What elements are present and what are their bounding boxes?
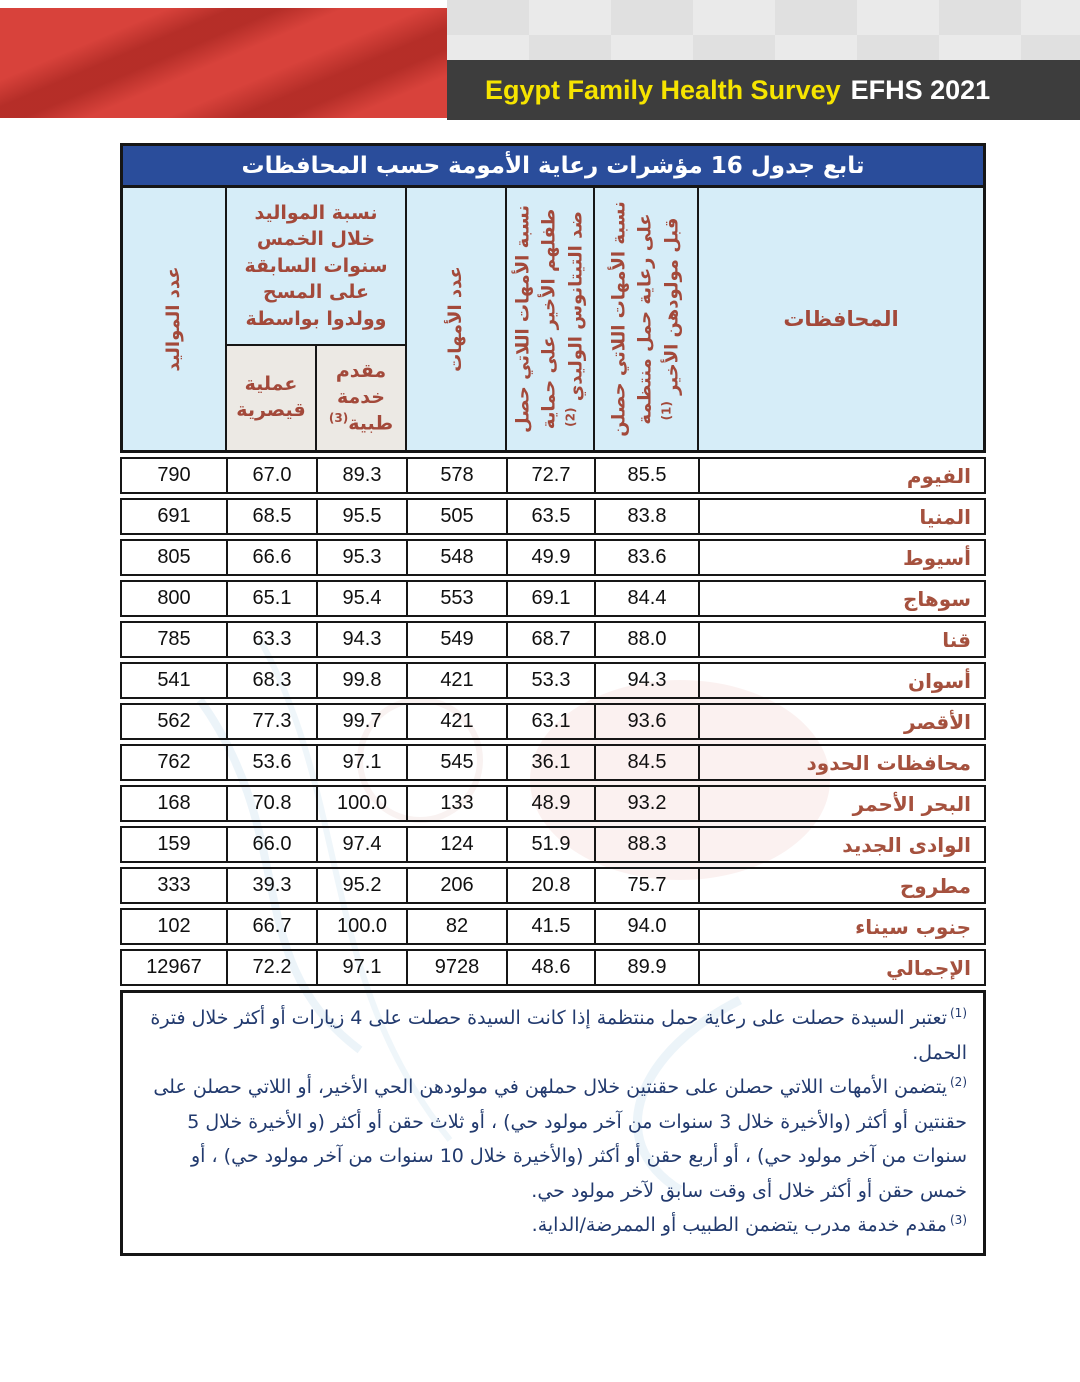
births-count: 785 [122,623,228,656]
footnote-1: $^{(1)}$تعتبر السيدة حصلت على رعاية حمل منتظمة إذا كانت السيدة حصلت على 4 زيارات أو أكثر خلال فترة الحمل. [150,1005,967,1064]
red-ribbon-decoration [0,8,447,118]
mothers-count: 548 [408,541,508,574]
table-row [120,785,986,822]
regular-care-value: 75.7 [596,869,700,902]
tetanus-value: 41.5 [508,910,596,943]
column-subheaders [227,344,405,450]
footnotes-box [120,990,986,1256]
tetanus-value: 51.9 [508,828,596,861]
regular-care-value: 84.5 [596,746,700,779]
cesarean-value: 70.8 [228,787,318,820]
tetanus-value: 36.1 [508,746,596,779]
births-count: 159 [122,828,228,861]
cesarean-value: 66.6 [228,541,318,574]
checkered-strip [447,0,1080,62]
tetanus-value: 49.9 [508,541,596,574]
provider-value: 94.3 [318,623,408,656]
governorate-name: أسيوط [903,545,971,570]
provider-value: 100.0 [318,787,408,820]
mothers-count: 82 [408,910,508,943]
tetanus-value: 48.6 [508,951,596,984]
table-row [120,662,986,699]
table-row [120,498,986,535]
cesarean-value: 67.0 [228,459,318,492]
cesarean-value: 66.7 [228,910,318,943]
provider-value: 95.5 [318,500,408,533]
table-row [120,826,986,863]
births-count: 562 [122,705,228,738]
survey-code: EFHS 2021 [850,74,991,105]
table-row [120,744,986,781]
governorate-name: جنوب سيناء [855,914,971,939]
mothers-count: 9728 [408,951,508,984]
column-header-cesarean: عملية قيصرية [227,346,317,450]
mothers-count: 421 [408,664,508,697]
footnote-3: $^{(3)}$مقدم خدمة مدرب يتضمن الطبيب أو الممرضة/الداية. [531,1213,967,1237]
table-row [120,457,986,494]
mothers-count: 505 [408,500,508,533]
regular-care-value: 94.0 [596,910,700,943]
table-title: تابع جدول 16 مؤشرات رعاية الأمومة حسب المحافظات [120,143,986,188]
footnote-ref-3: (3) [328,411,349,426]
tetanus-value: 69.1 [508,582,596,615]
table-row [120,908,986,945]
cesarean-value: 68.3 [228,664,318,697]
regular-care-value: 83.8 [596,500,700,533]
tetanus-value: 68.7 [508,623,596,656]
column-header-tetanus: نسبة الأمهات اللاتي حصل طفلهم الأخير على حماية ضد التيتانوس الوليدي $^{(2)}$ [507,188,595,450]
provider-value: 95.4 [318,582,408,615]
provider-value: 97.4 [318,828,408,861]
provider-value: 95.2 [318,869,408,902]
regular-care-value: 88.0 [596,623,700,656]
regular-care-value: 94.3 [596,664,700,697]
births-count: 12967 [122,951,228,984]
cesarean-value: 72.2 [228,951,318,984]
governorate-name: الإجمالي [886,955,971,980]
column-header-mothers-count: عدد الأمهات [407,188,507,450]
column-header-medical-provider: مقدم خدمة طبية$^{(3)}$ [317,346,405,450]
regular-care-value: 89.9 [596,951,700,984]
governorate-name: الأقصر [904,709,971,734]
mothers-count: 133 [408,787,508,820]
mothers-count: 545 [408,746,508,779]
mothers-count: 578 [408,459,508,492]
column-header-governorates: المحافظات [699,188,983,450]
tetanus-value: 20.8 [508,869,596,902]
births-count: 691 [122,500,228,533]
governorate-name: الفيوم [906,463,971,488]
cesarean-value: 77.3 [228,705,318,738]
provider-value: 97.1 [318,746,408,779]
cesarean-value: 63.3 [228,623,318,656]
table-row [120,867,986,904]
regular-care-value: 93.6 [596,705,700,738]
mothers-count: 549 [408,623,508,656]
table-row-total [120,949,986,986]
table-row [120,580,986,617]
governorate-name: الوادى الجديد [842,832,971,857]
column-header-regular-care: نسبة الأمهات اللاتي حصلن على رعاية حمل منتظمة قبل مولودهن الأخير $^{(1)}$ [595,188,699,450]
cesarean-value: 65.1 [228,582,318,615]
table-row [120,703,986,740]
tetanus-value: 63.1 [508,705,596,738]
governorate-name: أسوان [908,668,971,693]
mothers-count: 206 [408,869,508,902]
maternity-care-table [120,143,986,1256]
column-group-label: نسبة المواليد خلال الخمس سنوات السابقة على المسح وولدوا بواسطة [244,201,388,330]
cesarean-value: 39.3 [228,869,318,902]
provider-value: 95.3 [318,541,408,574]
births-count: 762 [122,746,228,779]
cesarean-value: 53.6 [228,746,318,779]
tetanus-value: 63.5 [508,500,596,533]
tetanus-value: 72.7 [508,459,596,492]
mothers-count: 553 [408,582,508,615]
regular-care-value: 93.2 [596,787,700,820]
governorate-name: سوهاج [903,586,971,611]
survey-title-bar [447,60,1080,120]
tetanus-value: 48.9 [508,787,596,820]
table-row [120,539,986,576]
births-count: 102 [122,910,228,943]
table-row [120,621,986,658]
governorate-name: البحر الأحمر [852,791,971,816]
tetanus-value: 53.3 [508,664,596,697]
births-count: 333 [122,869,228,902]
column-header-births-count: عدد المواليد [123,188,227,450]
provider-value: 99.7 [318,705,408,738]
governorate-name: مطروح [899,873,971,898]
mothers-count: 124 [408,828,508,861]
survey-title: Egypt Family Health Survey [485,74,841,105]
births-count: 800 [122,582,228,615]
table-header [120,188,986,453]
governorate-name: قنا [942,627,971,652]
births-count: 168 [122,787,228,820]
regular-care-value: 84.4 [596,582,700,615]
births-count: 541 [122,664,228,697]
births-count: 805 [122,541,228,574]
cesarean-value: 68.5 [228,500,318,533]
footnote-2: $^{(2)}$يتضمن الأمهات اللاتي حصلن على حقنتين خلال حملهن في مولودهن الحي الأخير، أو اللاتي حصلن على حقنتين أو أكثر (والأخيرة خلال 3 سنوات من آخر مولود حي) ، أو ثلاث حقن أو أكثر (و الأخيرة خلال 5 سنوات من آخر مولود حي) ، أو أربع حقن أو أكثر (والأخيرة خلال 10 سنوات من آخر مولود حي) ، أو خمس حقن أو أكثر خلال أى وقت سابق لآخر مولود حي. [153,1074,967,1202]
births-count: 790 [122,459,228,492]
governorate-name: محافظات الحدود [806,750,971,775]
cesarean-value: 66.0 [228,828,318,861]
provider-value: 99.8 [318,664,408,697]
provider-value: 97.1 [318,951,408,984]
provider-value: 89.3 [318,459,408,492]
regular-care-value: 88.3 [596,828,700,861]
regular-care-value: 85.5 [596,459,700,492]
provider-value: 100.0 [318,910,408,943]
mothers-count: 421 [408,705,508,738]
regular-care-value: 83.6 [596,541,700,574]
footnote-ref-2: (2) [563,407,578,427]
governorate-name: المنيا [919,504,971,529]
footnote-ref-1: (1) [659,401,674,421]
column-group-births-delivery [227,188,407,450]
